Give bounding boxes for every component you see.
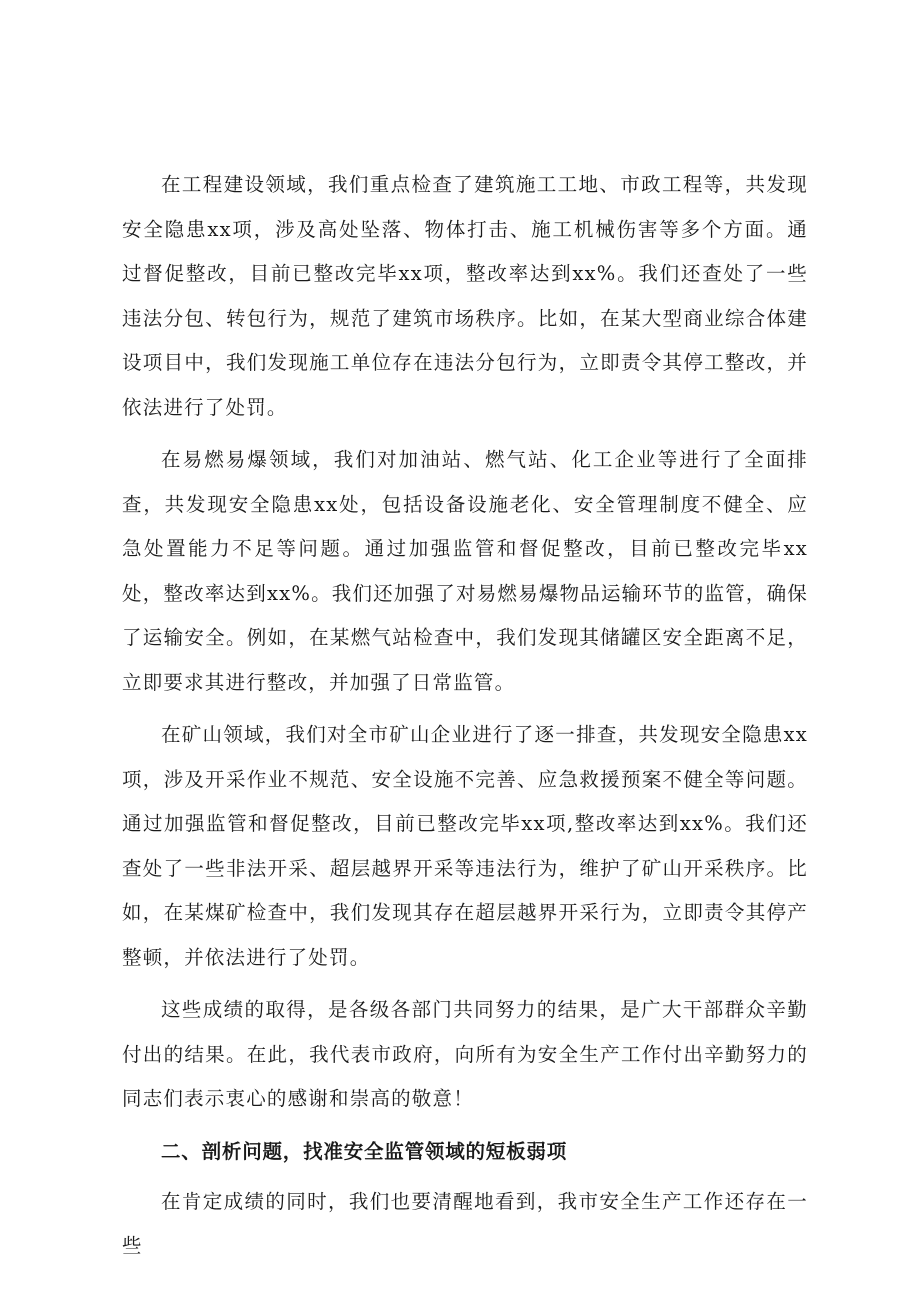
- paragraph-construction: 在工程建设领域，我们重点检查了建筑施工工地、市政工程等，共发现安全隐患xx项，涉及高处坠落、物体打击、施工机械伤害等多个方面。通过督促整改，目前已整改完毕xx项，整改率达到xx%。我们还查处了一些违法分包、转包行为，规范了建筑市场秩序。比如，在某大型商业综合体建设项目中，我们发现施工单位存在违法分包行为，立即责令其停工整改，并依法进行了处罚。: [122, 173, 808, 419]
- section-heading: 二、剖析问题，找准安全监管领域的短板弱项: [161, 1139, 568, 1163]
- document-page: [122, 163, 808, 1277]
- paragraph-mining: 在矿山领域，我们对全市矿山企业进行了逐一排查，共发现安全隐患xx项，涉及开采作业不规范、安全设施不完善、应急救援预案不健全等问题。通过加强监管和督促整改，目前已整改完毕xx项,整改率达到xx%。我们还查处了一些非法开采、超层越界开采等违法行为，维护了矿山开采秩序。比如，在某煤矿检查中，我们发现其存在超层越界开采行为，立即责令其停产整顿，并依法进行了处罚。: [122, 723, 808, 969]
- paragraph-flammable: 在易燃易爆领域，我们对加油站、燃气站、化工企业等进行了全面排查，共发现安全隐患xx处，包括设备设施老化、安全管理制度不健全、应急处置能力不足等问题。通过加强监管和督促整改，目前已整改完毕xx处，整改率达到xx%。我们还加强了对易燃易爆物品运输环节的监管，确保了运输安全。例如，在某燃气站检查中，我们发现其储罐区安全距离不足，立即要求其进行整改，并加强了日常监管。: [122, 448, 808, 694]
- paragraph-acknowledgement: 这些成绩的取得，是各级各部门共同努力的结果，是广大干部群众辛勤付出的结果。在此，我代表市政府，向所有为安全生产工作付出辛勤努力的同志们表示衷心的感谢和崇高的敬意！: [122, 998, 808, 1110]
- paragraph-problems-intro: 在肯定成绩的同时，我们也要清醒地看到，我市安全生产工作还存在一些: [122, 1189, 808, 1257]
